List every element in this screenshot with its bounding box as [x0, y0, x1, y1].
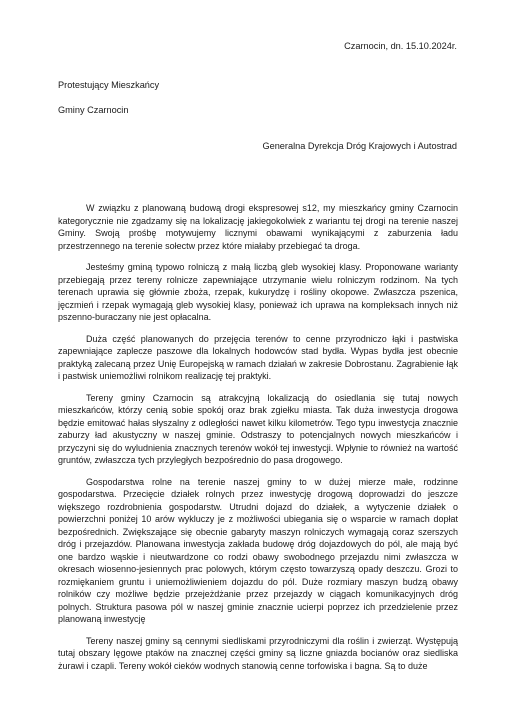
letter-body	[58, 202, 458, 681]
paragraph: Tereny gminy Czarnocin są atrakcyjną lokalizacją do osiedlania się tutaj nowych mieszkańców, którzy cenią sobie spokój oraz brak zgiełku miasta. Tak duża inwestycja drogowa będzie emitować hałas słyszalny z odległości nawet kilku kilometrów. Tego typu inwestycja znacznie zaburzy ład akustyczny w naszej gminie. Odstraszy to potencjalnych nowych mieszkańców i przyczyni się do wyludnienia znacznych terenów wokół tej inwestycji. Wpłynie to również na wartość gruntów, zwłaszcza tych przyległych bezpośrednio do pasa drogowego.	[58, 392, 458, 465]
paragraph: Duża część planowanych do przejęcia terenów to cenne przyrodniczo łąki i pastwiska zapewniające zaplecze paszowe dla lokalnych hodowców stad bydła. Wypas bydła jest obecnie praktyką zalecaną przez Unię Europejską w ramach działań w zakresie Dobrostanu. Zagrabienie łąk i pastwisk uniemożliwi rolnikom realizację tej praktyki.	[58, 333, 458, 381]
sender-line: Protestujący Mieszkańcy	[58, 80, 160, 90]
paragraph: Tereny naszej gminy są cennymi siedliskami przyrodniczymi dla roślin i zwierząt. Występują tutaj obszary lęgowe ptaków na znacznej części gminy są liczne gniazda bocianów oraz siedliska żurawi i czapli. Tereny wokół cieków wodnych stanowią cenne torfowiska i bagna. Są to duże	[58, 635, 458, 671]
sender-line: Gminy Czarnocin	[58, 105, 129, 115]
paragraph: Gospodarstwa rolne na terenie naszej gminy to w dużej mierze małe, rodzinne gospodarstwa. Przecięcie działek rolnych przez inwestycję drogową doprowadzi do jeszcze większego rozdrobnienia gospodarstw. Utrudni dojazd do działek, a wytyczenie działek o powierzchni poniżej 10 arów wykluczy je z możliwości ubiegania się o wsparcie w ramach dopłat bezpośrednich. Zwiększające się obecnie gabaryty maszyn rolniczych wymagają coraz szerszych dróg i przejazdów. Planowana inwestycja zakłada budowę dróg dojazdowych do pól, ale mają być one bardzo wąskie i nieutwardzone co rodzi obawy swobodnego przejazdu nimi zwłaszcza w okresach wiosenno-jesiennych prac polowych, którym często towarzyszą opady deszczu. Grozi to rozmiękaniem gruntu i uniemożliwieniem dojazdu do pól. Duże rozmiary maszyn budzą obawy rolników czy możliwe będzie przejeżdżanie przez przejazdy w ciągach komunikacyjnych dróg polnych. Struktura pasowa pól w naszej gminie znacznie ucierpi poprzez ich przedzielenie przez planowaną inwestycję	[58, 476, 458, 624]
paragraph: W związku z planowaną budową drogi ekspresowej s12, my mieszkańcy gminy Czarnocin kategorycznie nie zgadzamy się na lokalizację jakiegokolwiek z wariantu tej drogi na terenie naszej Gminy. Swoją prośbę motywujemy licznymi obawami wynikającymi z zaburzenia ładu przestrzennego na terenie sołectw przez które miałaby przebiegać ta droga.	[58, 203, 458, 251]
sender-block	[58, 79, 159, 116]
place-date: Czarnocin, dn. 15.10.2024r.	[344, 41, 457, 51]
recipient: Generalna Dyrekcja Dróg Krajowych i Autostrad	[262, 141, 457, 151]
paragraph: Jesteśmy gminą typowo rolniczą z małą liczbą gleb wysokiej klasy. Proponowane warianty przebiegają przez tereny rolnicze zapewniające utrzymanie wielu rolniczym rodzinom. Na tych terenach uprawia się głównie zboża, rzepak, kukurydzę i rośliny okopowe. Zwłaszcza pszenica, jęczmień i rzepak wymagają gleb wysokiej klasy, ponieważ ich uprawa na kompleksach innych niż pszenno-buraczany nie jest opłacalna.	[58, 262, 458, 322]
